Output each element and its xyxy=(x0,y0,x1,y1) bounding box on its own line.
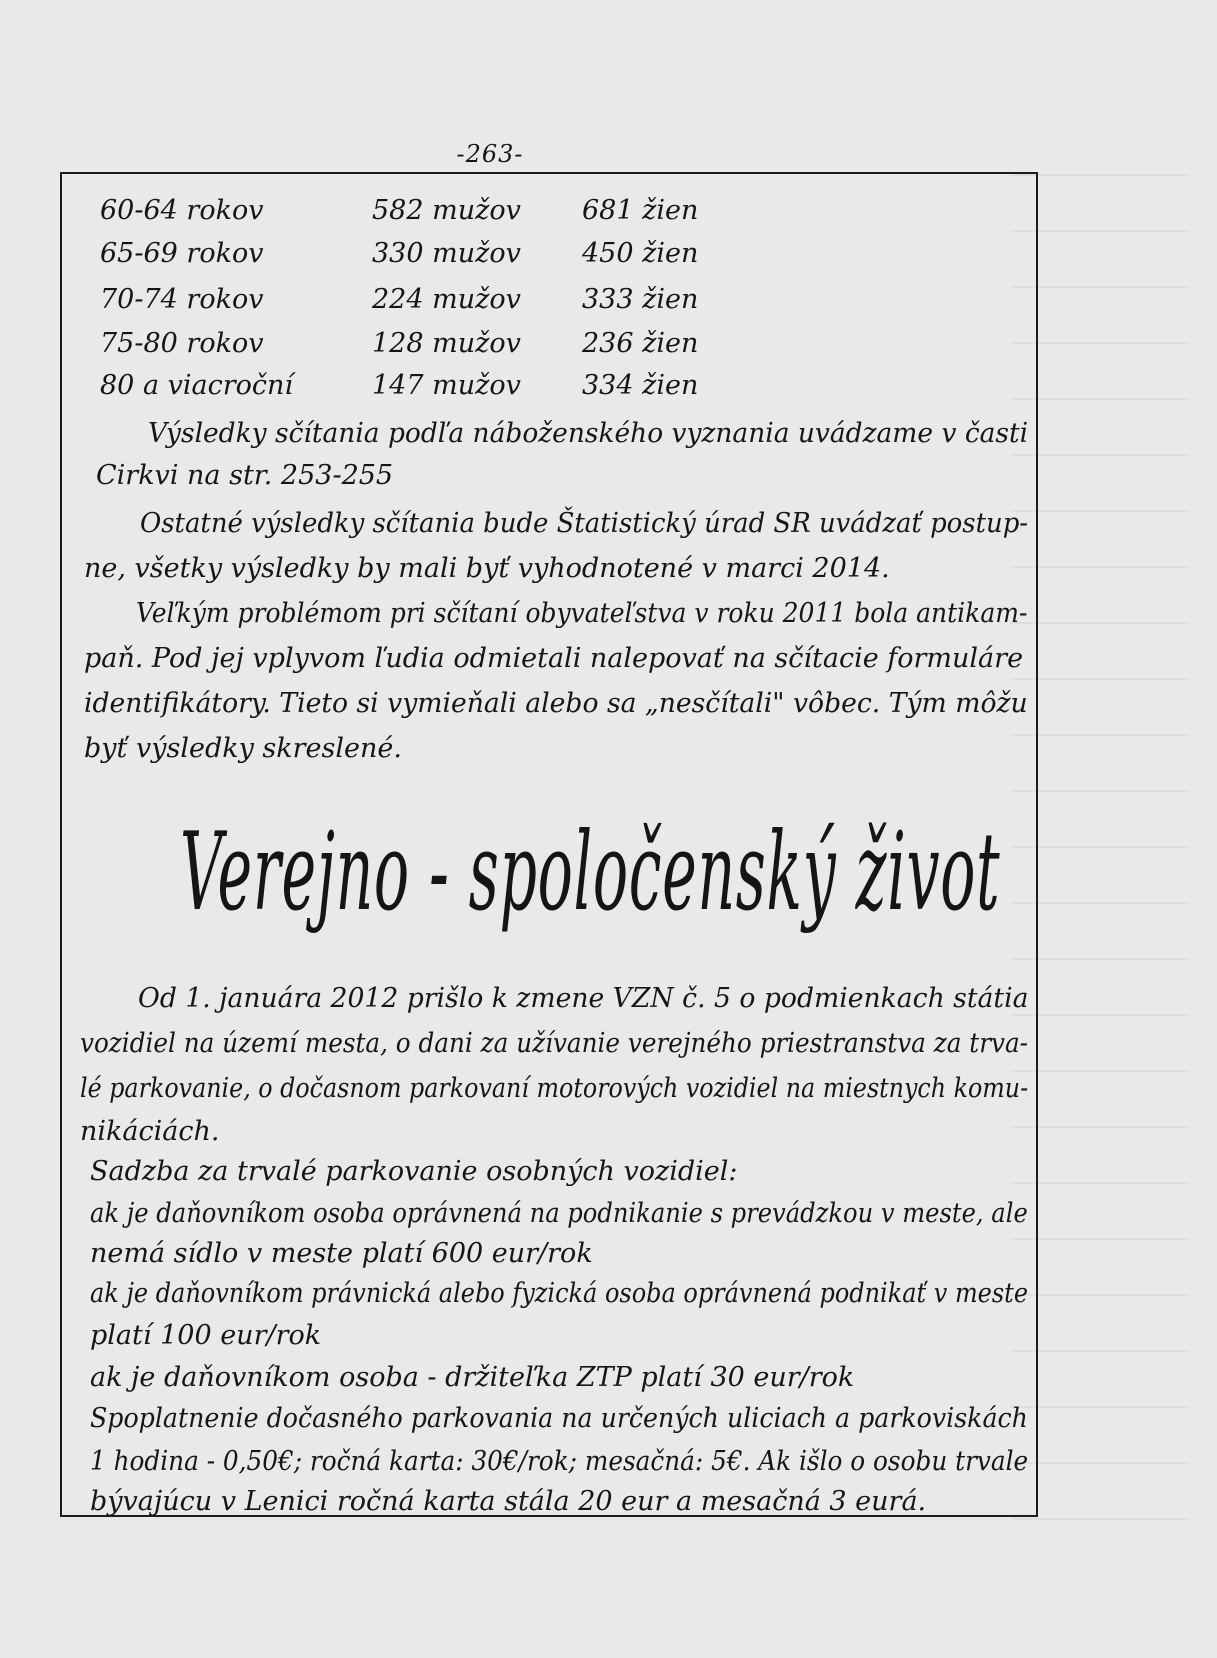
parking-line: ak je daňovníkom právnická alebo fyzická osoba oprávnená podnikať v meste xyxy=(90,1278,1029,1309)
census-line: Ostatné výsledky sčítania bude Štatistický úrad SR uvádzať postup- xyxy=(140,508,1029,539)
age-group-label: 80 a viacroční xyxy=(100,370,294,401)
parking-line: nikáciách. xyxy=(80,1116,220,1147)
men-count: 128 mužov xyxy=(372,328,521,359)
parking-line: bývajúcu v Lenici ročná karta stála 20 eur a mesačná 3 eurá. xyxy=(90,1486,927,1517)
census-line: ne, všetky výsledky by mali byť vyhodnotené v marci 2014. xyxy=(84,553,890,584)
women-count: 450 žien xyxy=(582,238,699,269)
age-group-label: 75-80 rokov xyxy=(100,328,264,359)
parking-line: platí 100 eur/rok xyxy=(90,1320,322,1351)
census-line: paň. Pod jej vplyvom ľudia odmietali nalepovať na sčítacie formuláre xyxy=(84,643,1024,674)
page-number: -263- xyxy=(456,140,524,168)
parking-line: Od 1. januára 2012 prišlo k zmene VZN č. 5 o podmienkach státia xyxy=(138,983,1029,1014)
men-count: 224 mužov xyxy=(372,284,521,315)
census-line: byť výsledky skreslené. xyxy=(84,733,402,764)
women-count: 334 žien xyxy=(582,370,699,401)
women-count: 681 žien xyxy=(582,195,699,226)
census-line: Výsledky sčítania podľa náboženského vyznania uvádzame v časti xyxy=(148,418,1029,449)
age-group-label: 70-74 rokov xyxy=(100,284,264,315)
census-line: identifikátory. Tieto si vymieňali alebo sa „nesčítali" vôbec. Tým môžu xyxy=(84,688,1028,719)
men-count: 582 mužov xyxy=(372,195,521,226)
men-count: 147 mužov xyxy=(372,370,521,401)
census-line: Veľkým problémom pri sčítaní obyvateľstva v roku 2011 bola antikam- xyxy=(136,598,1028,629)
parking-line: 1 hodina - 0,50€; ročná karta: 30€/rok; mesačná: 5€. Ak išlo o osobu trvale xyxy=(90,1446,1029,1477)
parking-line: Spoplatnenie dočasného parkovania na určených uliciach a parkoviskách xyxy=(90,1403,1028,1434)
census-line: Cirkvi na str. 253-255 xyxy=(96,460,394,491)
parking-line: nemá sídlo v meste platí 600 eur/rok xyxy=(90,1238,593,1269)
parking-line: lé parkovanie, o dočasnom parkovaní motorových vozidiel na miestnych komu- xyxy=(80,1073,1029,1104)
parking-line: ak je daňovníkom osoba oprávnená na podnikanie s prevádzkou v meste, ale xyxy=(90,1198,1028,1229)
parking-line: Sadzba za trvalé parkovanie osobných vozidiel: xyxy=(90,1156,738,1187)
age-group-label: 60-64 rokov xyxy=(100,195,264,226)
women-count: 236 žien xyxy=(582,328,699,359)
section-title: Verejno - spoločenský život xyxy=(180,810,1001,935)
age-group-label: 65-69 rokov xyxy=(100,238,264,269)
men-count: 330 mužov xyxy=(372,238,521,269)
women-count: 333 žien xyxy=(582,284,699,315)
parking-line: vozidiel na území mesta, o dani za užívanie verejného priestranstva za trva- xyxy=(80,1028,1029,1059)
parking-line: ak je daňovníkom osoba - držiteľka ZTP platí 30 eur/rok xyxy=(90,1362,855,1393)
